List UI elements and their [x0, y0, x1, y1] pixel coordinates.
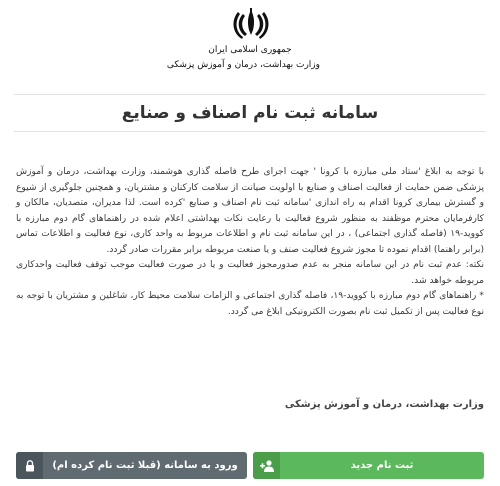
note-paragraph: نکته: عدم ثبت نام در این سامانه منجر به عدم صدورمجوز فعالیت و یا در صورت فعالیت موجب توقف فعالیت واحدکاری مربوطه خواهد شد. — [16, 260, 484, 286]
iran-emblem-icon — [231, 8, 271, 42]
lock-icon — [16, 452, 43, 479]
header — [0, 0, 500, 94]
government-name: جمهوری اسلامی ایران — [208, 45, 292, 55]
login-button-label: ورود به سامانه (قبلا ثبت نام کرده ام) — [52, 460, 238, 471]
register-button[interactable] — [253, 452, 484, 479]
register-button-label: ثبت نام جدید — [350, 460, 414, 471]
ministry-signature: وزارت بهداشت، درمان و آموزش پزشکی — [284, 399, 484, 410]
page-title: سامانه ثبت نام اصناف و صنایع — [121, 103, 379, 123]
divider — [14, 131, 486, 132]
add-user-icon — [253, 452, 280, 479]
announcement-paragraph: با توجه به ابلاغ 'ستاد ملی مبارزه با کرونا ' جهت اجرای طرح فاصله گذاری هوشمند، وزارت بهداشت، درمان و آموزش پزشکی ضمن حمایت از فعالیت اصناف و صنایع با اولویت صیانت از سلامت کارکنان و مشتریان، و همچنین جلوگیری از شیوع و گسترش بیماری کرونا اقدام به راه اندازی 'سامانه ثبت نام اصناف و صنایع 'کرده است. لذا مدیران، متصدیان، مالکان و کارفرمایان محترم موظفند به منظور شروع فعالیت با رعایت نکات بهداشتی اعلام شده در راهنماهای گام دوم مبارزه با کووید-۱۹ (فاصله گذاری اجتماعی) ، در این سامانه ثبت نام و اطلاعات مربوط به واحد کاری، نوع فعالیت و اطلاعات تماس (برابر راهنما) اقدام نموده تا مجوز شروع فعالیت صنف و یا صنعت مربوطه برابر مقررات صادر گردد. — [16, 167, 484, 255]
login-button[interactable] — [16, 452, 247, 479]
announcement-text — [16, 165, 484, 320]
ministry-name: وزارت بهداشت، درمان و آموزش پزشکی — [166, 60, 320, 70]
guideline-paragraph: * راهنماهای گام دوم مبارزه با کووید-۱۹، فاصله گذاری اجتماعی و الزامات سلامت محیط کار، شاغلین و مشتریان با توجه به نوع فعالیت پس از تکمیل ثبت نام بصورت الکترونیکی ابلاغ می گردد. — [16, 291, 484, 317]
divider — [14, 94, 486, 95]
